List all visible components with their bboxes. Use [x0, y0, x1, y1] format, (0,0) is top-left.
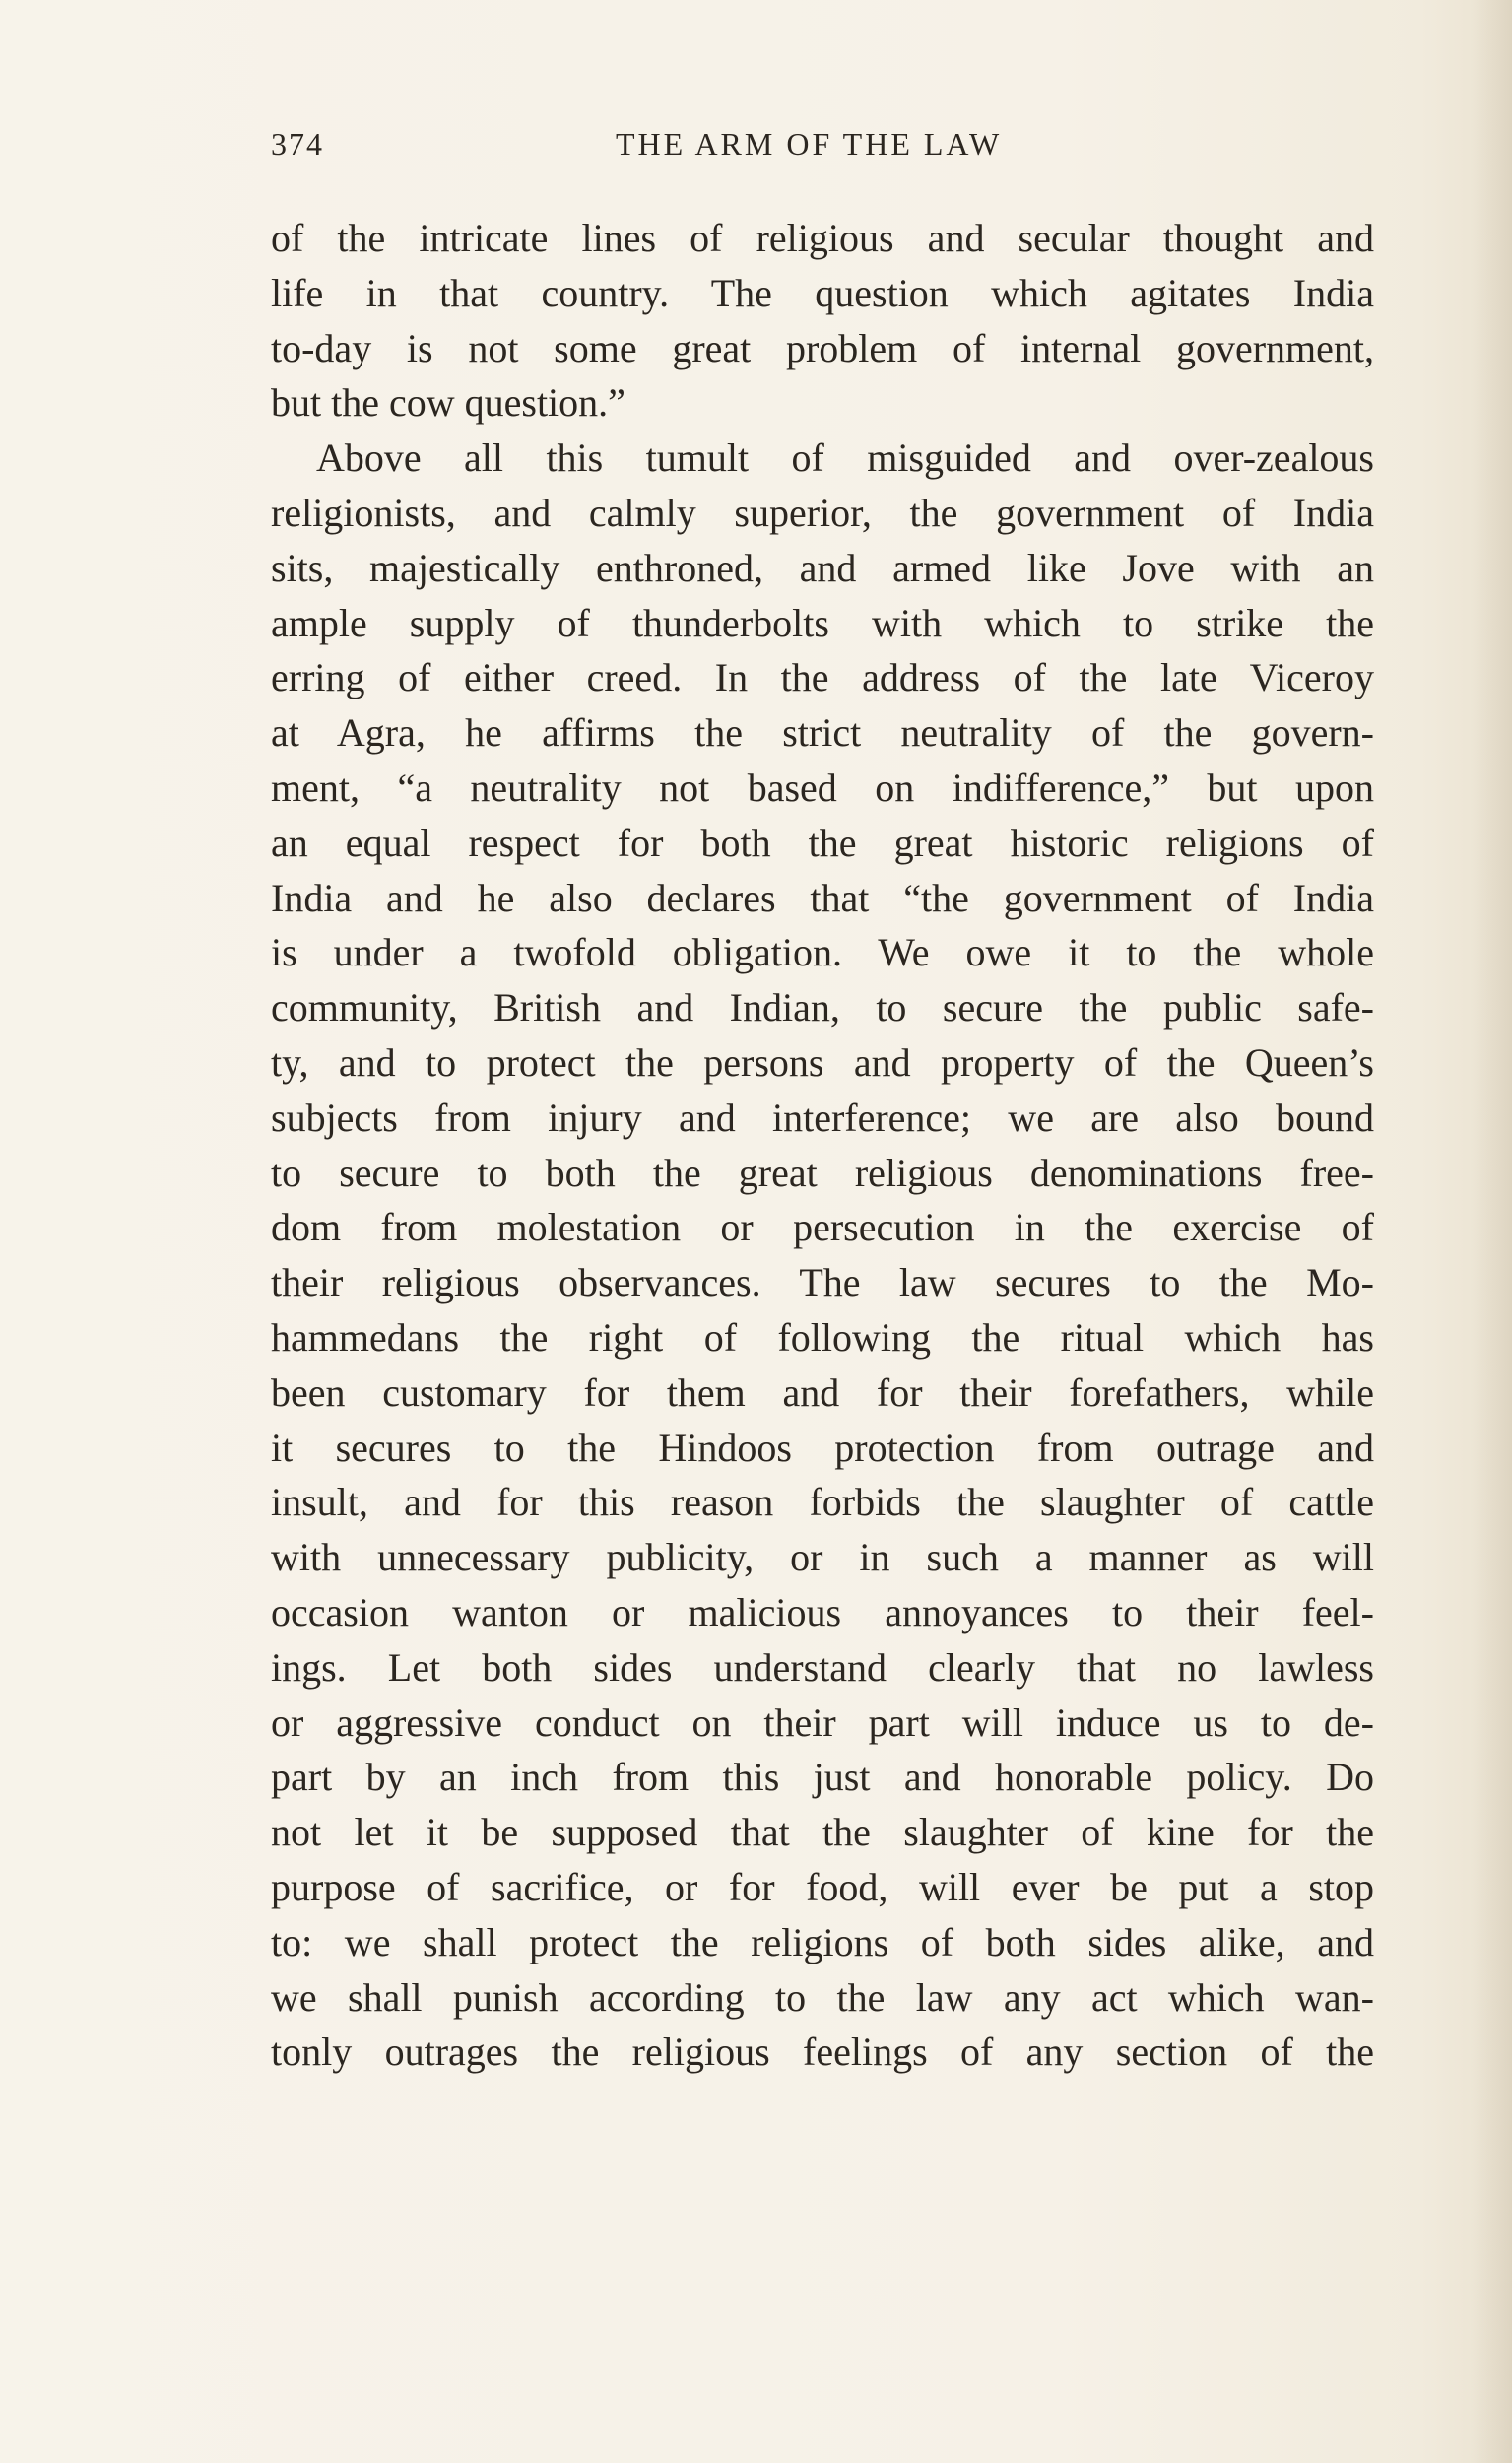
text-line: or aggressive conduct on their part will induce us to de- — [271, 1699, 1374, 1745]
text-line: dom from molestation or persecution in the exercise of — [271, 1205, 1374, 1250]
text-line: with unnecessary publicity, or in such a manner as will — [271, 1535, 1374, 1580]
text-line: part by an inch from this just and honorable policy. Do — [271, 1755, 1374, 1800]
text-line: of the intricate lines of religious and secular thought and — [271, 216, 1374, 260]
text-line: sits, majestically enthroned, and armed like Jove with an — [271, 545, 1374, 590]
text-line: we shall punish according to the law any act which wan- — [271, 1974, 1374, 2020]
running-title: THE ARM OF THE LAW — [616, 126, 1003, 162]
text-line: not let it be supposed that the slaughter of kine for the — [271, 1810, 1374, 1855]
text-line: to secure to both the great religious denominations free- — [271, 1150, 1374, 1195]
body-text — [271, 211, 1374, 2080]
text-line: it secures to the Hindoos protection from outrage and — [271, 1425, 1374, 1470]
running-head — [271, 126, 1374, 175]
text-line: purpose of sacrifice, or for food, will ever be put a stop — [271, 1864, 1374, 1909]
page-number: 374 — [271, 126, 324, 162]
text-line: erring of either creed. In the address of the late Viceroy — [271, 655, 1374, 700]
text-line: subjects from injury and interference; we are also bound — [271, 1095, 1374, 1140]
text-line: India and he also declares that “the government of India — [271, 875, 1374, 920]
text-line: at Agra, he affirms the strict neutrality of the govern- — [271, 710, 1374, 756]
text-line: occasion wanton or malicious annoyances to their feel- — [271, 1589, 1374, 1634]
text-line: insult, and for this reason forbids the slaughter of cattle — [271, 1480, 1374, 1525]
text-line: but the cow question.” — [271, 380, 625, 426]
text-line: tonly outrages the religious feelings of any section of the — [271, 2030, 1374, 2075]
page-edge-shadow — [1473, 0, 1512, 2463]
text-line: community, British and Indian, to secure the public safe- — [271, 985, 1374, 1031]
text-line: religionists, and calmly superior, the government of India — [271, 490, 1374, 535]
text-line: their religious observances. The law secures to the Mo- — [271, 1260, 1374, 1305]
text-line: ings. Let both sides understand clearly that no lawless — [271, 1644, 1374, 1690]
text-line: ment, “a neutrality not based on indifference,” but upon — [271, 765, 1374, 810]
text-line: been customary for them and for their forefathers, while — [271, 1369, 1374, 1415]
text-line: ty, and to protect the persons and property of the Queen’s — [271, 1039, 1374, 1085]
text-line: life in that country. The question which agitates India — [271, 270, 1374, 315]
text-line: an equal respect for both the great historic religions of — [271, 820, 1374, 865]
paragraph-start-line: Above all this tumult of misguided and over-zealous — [316, 435, 1374, 481]
text-line: is under a twofold obligation. We owe it to the whole — [271, 930, 1374, 975]
text-line: ample supply of thunderbolts with which to strike the — [271, 600, 1374, 645]
text-line: hammedans the right of following the ritual which has — [271, 1314, 1374, 1360]
text-line: to: we shall protect the religions of both sides alike, and — [271, 1919, 1374, 1964]
text-line: to-day is not some great problem of internal government, — [271, 325, 1374, 370]
